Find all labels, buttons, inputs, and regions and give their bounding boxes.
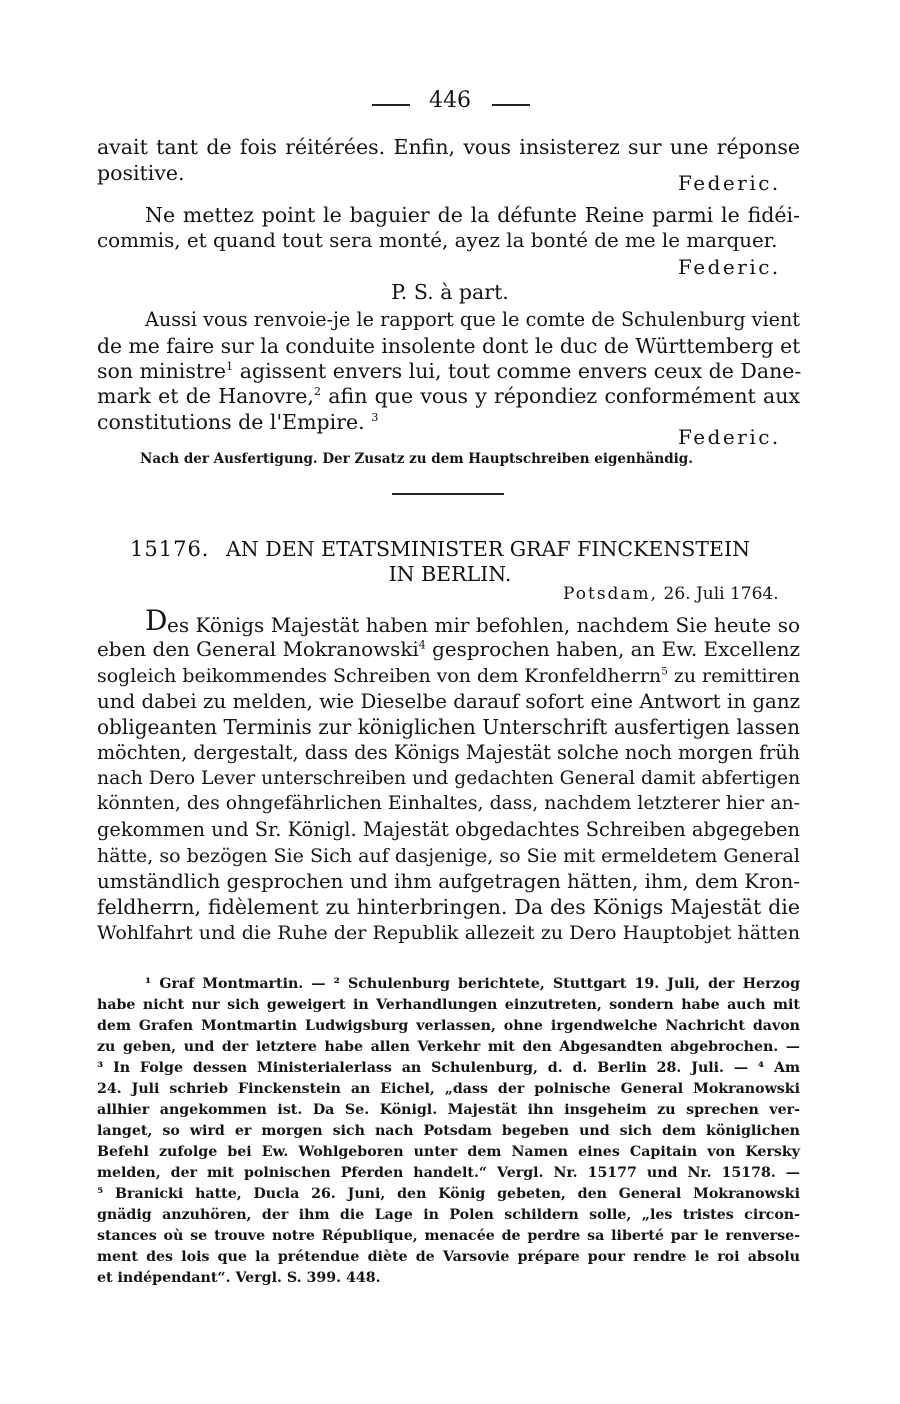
- footnote-mark: 1: [226, 360, 234, 374]
- footnote-line: ment des lois que la prétendue diète de Varsovie prépare pour rendre le roi absolu: [97, 1249, 800, 1265]
- body-line: feldherrn, fidèlement zu hinterbringen. Da des Königs Majestät die: [97, 895, 800, 919]
- note-line: commis, et quand tout sera monté, ayez la bonté de me le marquer.: [97, 229, 778, 252]
- footnote-line: et indépendant“. Vergl. S. 399. 448.: [97, 1270, 381, 1286]
- footnote-line: ³ In Folge dessen Ministerialerlass an Schulenburg, d. d. Berlin 28. Juli. — ⁴ Am: [97, 1060, 800, 1076]
- body-line: hätte, so bezögen Sie Sich auf dasjenige, so Sie mit ermeldetem General: [97, 845, 800, 867]
- section-divider: [392, 493, 504, 495]
- page-number-rule-right: [492, 104, 530, 106]
- signature: Federic.: [678, 425, 781, 449]
- source-note: Nach der Ausfertigung. Der Zusatz zu dem Hauptschreiben eigenhändig.: [140, 451, 693, 467]
- footnote-line: habe nicht nur sich geweigert in Verhandlungen einzutreten, sondern habe auch mit: [97, 997, 800, 1013]
- footnote-line: 24. Juli schrieb Finckenstein an Eichel, „dass der polnische General Mokranowski: [97, 1081, 800, 1097]
- postscript-line: [97, 409, 378, 435]
- document-title: AN DEN ETATSMINISTER GRAF FINCKENSTEIN: [226, 537, 751, 561]
- body-line: [97, 663, 800, 689]
- postscript-line: de me faire sur la conduite insolente dont le duc de Württemberg et: [97, 334, 801, 358]
- body-text: gesprochen haben, an Ew. Excellenz: [425, 638, 801, 661]
- body-line: und dabei zu melden, wie Dieselbe darauf sofort eine Antwort in ganz: [97, 690, 800, 713]
- postscript-line: [97, 358, 800, 384]
- postscript-text: afin que vous y répondiez conformément aux: [321, 384, 801, 408]
- body-line: nach Dero Lever unterschreiben und gedachten General damit abfertigen: [97, 768, 801, 789]
- body-text: eben den General Mokranowski: [97, 638, 419, 661]
- document-title-continued: IN BERLIN.: [388, 562, 512, 586]
- postscript-text: mark et de Hanovre,: [97, 384, 314, 408]
- body-line: obligeanten Terminis zur königlichen Unterschrift ausfertigen lassen: [97, 715, 800, 739]
- document-number: 15176.: [130, 537, 210, 561]
- postscript-line: [97, 383, 800, 409]
- signature: Federic.: [678, 171, 781, 195]
- postscript-text: constitutions de l'Empire.: [97, 410, 365, 434]
- body-line: es Königs Majestät haben mir befohlen, nachdem Sie heute so: [167, 613, 800, 637]
- drop-letter: D: [145, 604, 168, 637]
- body-line: könnten, des ohngefährlichen Einhaltes, dass, nachdem letzterer hier an-: [97, 793, 800, 814]
- body-line: umständlich gesprochen und ihm aufgetragen hätten, ihm, dem Kron-: [97, 870, 800, 893]
- footnote-line: allhier angekommen ist. Da Se. Königl. Majestät ihn insgeheim zu sprechen ver-: [97, 1102, 800, 1118]
- document-dateline: [563, 581, 779, 607]
- document-date: 26. Juli 1764.: [663, 584, 779, 604]
- footnote-mark: 3: [371, 411, 379, 425]
- letter-end-line: positive.: [97, 161, 185, 185]
- postscript-heading: P. S. à part.: [391, 280, 509, 304]
- postscript-line: Aussi vous renvoie-je le rapport que le comte de Schulenburg vient: [145, 308, 800, 331]
- footnote-mark: 4: [418, 638, 426, 652]
- footnote-line: dem Grafen Montmartin Ludwigsburg verlassen, ohne irgendwelche Nachricht davon: [97, 1018, 800, 1034]
- footnote-line: melden, der mit polnischen Pferden handelt.“ Vergl. Nr. 15177 und Nr. 15178. —: [97, 1165, 800, 1181]
- footnote-line: ¹ Graf Montmartin. — ² Schulenburg berichtete, Stuttgart 19. Juli, der Herzog: [145, 976, 800, 992]
- footnote-line: ⁵ Branicki hatte, Ducla 26. Juni, den König gebeten, den General Mokranowski: [97, 1186, 800, 1202]
- footnote-line: Befehl zufolge bei Ew. Wohlgeboren unter dem Namen eines Capitain von Kersky: [97, 1144, 800, 1160]
- note-line: Ne mettez point le baguier de la défunte Reine parmi le fidéi-: [145, 203, 800, 227]
- footnote-mark: 2: [313, 385, 322, 399]
- body-line: möchten, dergestalt, dass des Königs Majestät solche noch morgen früh: [97, 741, 800, 764]
- footnote-line: langet, so wird er morgen sich nach Potsdam begeben und sich dem königlichen: [97, 1123, 800, 1139]
- body-text: sogleich beikommendes Schreiben von dem Kronfeldherrn: [97, 665, 662, 687]
- footnote-line: zu geben, und der letztere habe allen Verkehr mit den Abgesandten abgebrochen. —: [97, 1039, 800, 1055]
- footnote-line: stances où se trouve notre République, menacée de perdre sa liberté par le renverse-: [97, 1228, 800, 1244]
- footnote-mark: 5: [661, 665, 668, 678]
- footnote-line: gnädig anzuhören, der ihm die Lage in Polen schildern solle, „les tristes circon-: [97, 1207, 800, 1223]
- page-number: 446: [429, 88, 471, 113]
- postscript-text: agissent envers lui, tout comme envers ceux de Dane-: [233, 359, 802, 383]
- document-place: Potsdam,: [563, 584, 659, 604]
- page-number-rule-left: [372, 104, 410, 106]
- body-line: Wohlfahrt und die Ruhe der Republik allezeit zu Dero Hauptobjet hätten: [97, 921, 800, 944]
- body-line: [97, 637, 800, 663]
- body-text: zu remittiren: [667, 665, 801, 687]
- postscript-text: son ministre: [97, 359, 227, 383]
- body-line: gekommen und Sr. Königl. Majestät obgedachtes Schreiben abgegeben: [97, 818, 800, 841]
- letter-end-line: avait tant de fois réitérées. Enfin, vous insisterez sur une réponse: [97, 135, 800, 159]
- signature: Federic.: [678, 255, 781, 279]
